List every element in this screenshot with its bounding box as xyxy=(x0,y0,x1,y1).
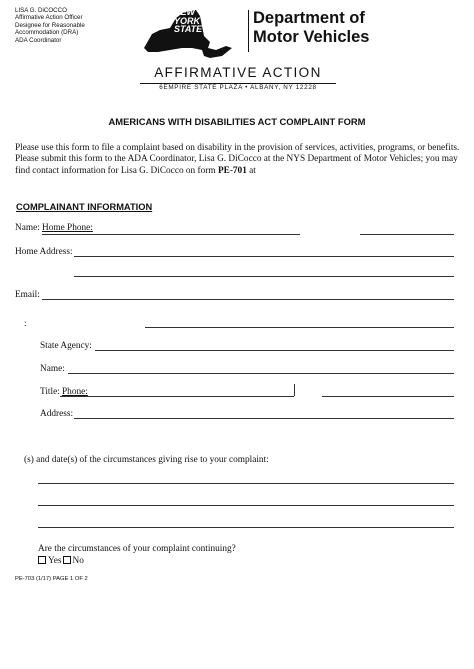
no-label: No xyxy=(72,556,84,566)
circumstances-field-3[interactable] xyxy=(38,527,454,528)
unnamed-field[interactable] xyxy=(145,327,454,328)
coordinator-role: Affirmative Action Officer xyxy=(15,14,83,22)
intro-paragraph xyxy=(15,143,470,177)
field-divider xyxy=(294,384,295,396)
state-agency-label: State Agency: xyxy=(40,341,92,351)
state-agency-field[interactable] xyxy=(95,350,454,351)
intro-line-3: find contact information for Lisa G. DiCocco on form PE-701 at xyxy=(15,165,256,176)
agency-address-field[interactable] xyxy=(74,418,454,419)
agency-phone-field[interactable] xyxy=(322,396,454,397)
yes-label: Yes xyxy=(48,556,62,566)
coordinator-name: LISA G. DiCOCCO xyxy=(15,7,67,14)
phone-label: Phone: xyxy=(62,387,88,397)
agency-contact-name-field[interactable] xyxy=(68,373,454,374)
home-phone-field[interactable] xyxy=(360,234,454,235)
title-label: Title: xyxy=(40,387,60,397)
coordinator-accommodation: Accommodation (DRA) xyxy=(15,29,79,37)
agency-address-label: Address: xyxy=(40,409,74,419)
office-address: 6EMPIRE STATE PLAZA • ALBANY, NY 12228 xyxy=(159,84,317,91)
coordinator-designee: Designee for Reasonable xyxy=(15,21,85,29)
home-address-label: Home Address: xyxy=(15,247,73,257)
home-phone-label: Home Phone: xyxy=(42,223,93,233)
continuing-options xyxy=(38,556,84,566)
section-heading-complainant: COMPLAINANT INFORMATION xyxy=(16,202,153,212)
coordinator-ada: ADA Coordinator xyxy=(15,36,62,44)
circumstances-field-1[interactable] xyxy=(38,483,454,484)
intro-line-2: Please submit this form to the ADA Coordinator, Lisa G. DiCocco at the NYS Department of Motor Vehicles; you may xyxy=(15,154,458,165)
no-checkbox[interactable] xyxy=(63,556,71,564)
email-label: Email: xyxy=(15,290,40,300)
office-title: AFFIRMATIVE ACTION xyxy=(154,65,322,80)
email-field[interactable] xyxy=(42,299,454,300)
logo-wordmark: NEW YORK STATE xyxy=(174,7,203,35)
continuing-question: Are the circumstances of your complaint continuing? xyxy=(38,544,236,554)
home-address-field-2[interactable] xyxy=(74,276,454,277)
home-address-field-1[interactable] xyxy=(74,256,454,257)
form-reference-link[interactable]: PE-701 xyxy=(217,165,247,176)
form-footer: PE-703 (1/17) PAGE 1 OF 2 xyxy=(15,576,88,582)
department-name: Department of Motor Vehicles xyxy=(253,9,370,46)
unnamed-field-label: : xyxy=(24,319,27,329)
yes-checkbox[interactable] xyxy=(38,556,46,564)
name-field[interactable] xyxy=(42,234,300,235)
name-label: Name: xyxy=(15,223,40,233)
circumstances-field-2[interactable] xyxy=(38,505,454,506)
agency-contact-name-label: Name: xyxy=(40,364,65,374)
circumstances-label: (s) and date(s) of the circumstances giving rise to your complaint: xyxy=(24,455,269,465)
logo-divider xyxy=(248,10,249,52)
coordinator-info xyxy=(15,7,85,44)
title-field[interactable] xyxy=(60,396,294,397)
form-title: AMERICANS WITH DISABILITIES ACT COMPLAINT FORM xyxy=(108,116,366,127)
intro-line-1: Please use this form to file a complaint based on disability in the provision of services, activities, programs, or benefits. xyxy=(15,143,460,153)
